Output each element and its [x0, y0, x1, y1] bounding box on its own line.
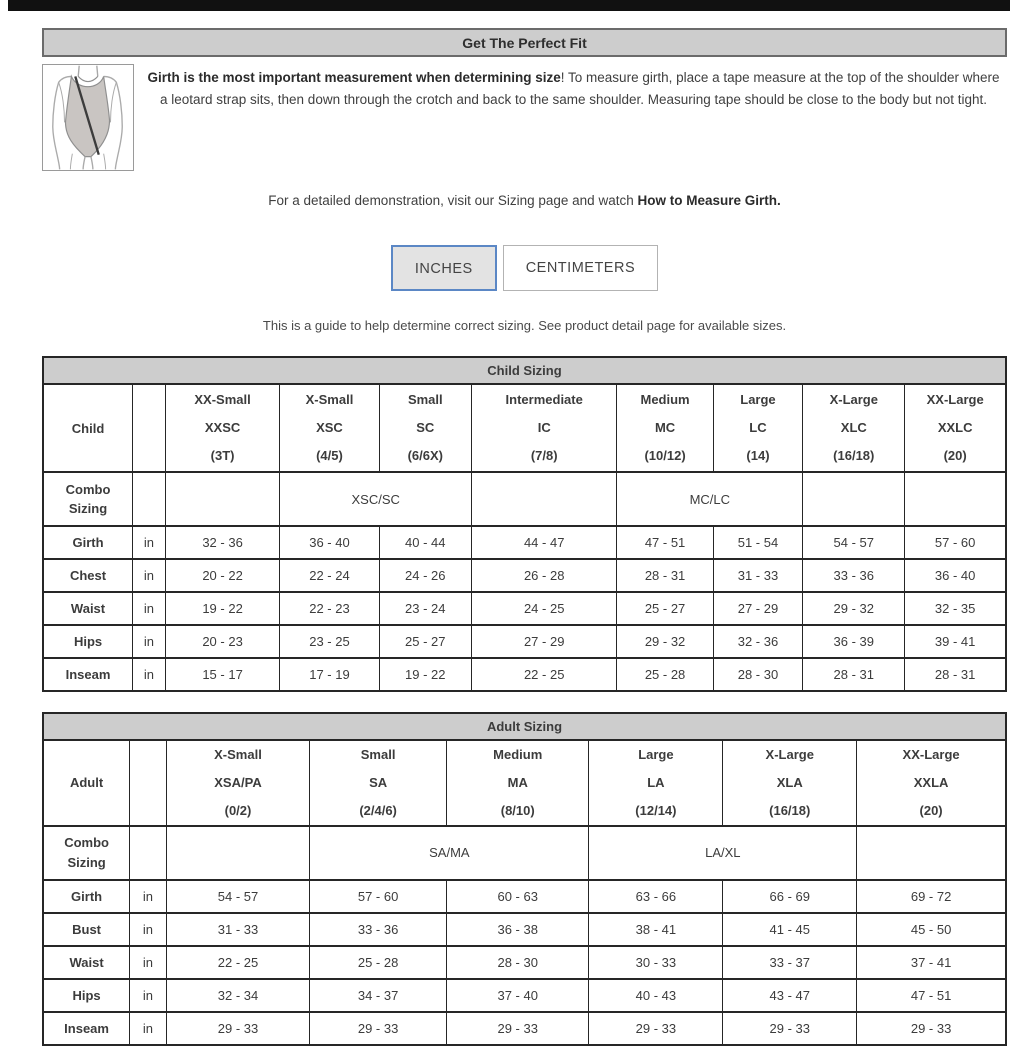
- measurement-value: 69 - 72: [857, 880, 1006, 913]
- measurement-value: 29 - 33: [446, 1012, 589, 1045]
- measurement-value: 36 - 40: [905, 559, 1006, 592]
- size-name: Small: [360, 747, 396, 762]
- measurement-value: 15 - 17: [165, 658, 280, 691]
- size-sizes: (3T): [210, 447, 235, 463]
- girth-instructions-paragraph: [134, 64, 1007, 112]
- demo-note-bold: How to Measure Girth.: [637, 193, 781, 208]
- size-column-header: [857, 740, 1006, 826]
- size-name: XX-Small: [194, 392, 251, 408]
- unit-cell: in: [130, 913, 167, 946]
- measurement-value: 24 - 26: [379, 559, 471, 592]
- girth-instructions-bold: Girth is the most important measurement when determining size: [147, 70, 561, 85]
- size-column-header: [905, 384, 1006, 472]
- combo-cell: [803, 472, 905, 526]
- measurement-value: 57 - 60: [905, 526, 1006, 559]
- measurement-value: 27 - 29: [713, 592, 803, 625]
- intro-section: [42, 64, 1007, 171]
- size-code: LA: [647, 774, 665, 790]
- combo-sizing-label: Combo Sizing: [43, 472, 133, 526]
- measurement-value: 39 - 41: [905, 625, 1006, 658]
- unit-cell: in: [133, 625, 166, 658]
- adult-sizing-table-container: [42, 712, 1007, 1046]
- combo-sizing-label: Combo Sizing: [43, 826, 130, 880]
- unit-cell: in: [133, 559, 166, 592]
- measurement-value: 29 - 33: [310, 1012, 447, 1045]
- measurement-value: 44 - 47: [472, 526, 617, 559]
- measurement-value: 45 - 50: [857, 913, 1006, 946]
- combo-cell: MC/LC: [617, 472, 803, 526]
- size-sizes: (16/18): [833, 447, 875, 463]
- measurement-value: 40 - 44: [379, 526, 471, 559]
- size-sizes: (14): [746, 447, 770, 463]
- measurement-value: 51 - 54: [713, 526, 803, 559]
- measurement-value: 30 - 33: [589, 946, 723, 979]
- size-name: XX-Large: [902, 747, 960, 762]
- size-name: Large: [638, 747, 674, 762]
- measurement-value: 29 - 33: [723, 1012, 857, 1045]
- measurement-value: 22 - 25: [472, 658, 617, 691]
- measurement-value: 28 - 31: [905, 658, 1006, 691]
- size-code: XSA/PA: [214, 774, 262, 790]
- measurement-value: 22 - 24: [280, 559, 379, 592]
- measurement-value: 47 - 51: [617, 526, 713, 559]
- size-sizes: (10/12): [644, 447, 686, 463]
- unit-cell: in: [130, 1012, 167, 1045]
- size-code: IC: [537, 420, 551, 436]
- measurement-label: Bust: [43, 913, 130, 946]
- table-title: Adult Sizing: [43, 713, 1006, 740]
- child-sizing-table: [42, 356, 1007, 692]
- leotard-figure-icon: [43, 65, 133, 170]
- measurement-value: 36 - 39: [803, 625, 905, 658]
- measurement-label: Hips: [43, 625, 133, 658]
- measurement-value: 31 - 33: [713, 559, 803, 592]
- measurement-value: 31 - 33: [166, 913, 309, 946]
- size-code: SC: [416, 420, 435, 436]
- combo-cell: [905, 472, 1006, 526]
- size-sizes: (2/4/6): [359, 802, 397, 818]
- measurement-value: 54 - 57: [166, 880, 309, 913]
- size-column-header: [617, 384, 713, 472]
- size-code: XXLC: [937, 420, 973, 436]
- size-code: XXLA: [913, 774, 949, 790]
- size-column-header: [379, 384, 471, 472]
- measurement-value: 20 - 23: [165, 625, 280, 658]
- child-sizing-table-container: [42, 356, 1007, 692]
- measurement-label: Chest: [43, 559, 133, 592]
- sizing-guide-note: This is a guide to help determine correct sizing. See product detail page for available sizes.: [262, 318, 787, 333]
- measurement-value: 29 - 32: [617, 625, 713, 658]
- measurement-value: 20 - 22: [165, 559, 280, 592]
- size-code: MC: [654, 420, 676, 436]
- page-top-border: [8, 0, 1010, 11]
- size-sizes: (0/2): [224, 802, 252, 818]
- measurement-value: 41 - 45: [723, 913, 857, 946]
- unit-cell: in: [133, 526, 166, 559]
- size-column-header: [713, 384, 803, 472]
- size-column-header: [165, 384, 280, 472]
- table-row-label: Adult: [43, 740, 130, 826]
- size-name: X-Small: [305, 392, 354, 408]
- inches-button[interactable]: INCHES: [391, 245, 497, 291]
- size-code: XLC: [840, 420, 867, 436]
- unit-column-header: [130, 740, 167, 826]
- measurement-value: 29 - 33: [166, 1012, 309, 1045]
- size-sizes: (20): [919, 802, 943, 818]
- measurement-label: Girth: [43, 880, 130, 913]
- unit-cell: in: [130, 979, 167, 1012]
- measurement-value: 27 - 29: [472, 625, 617, 658]
- measurement-value: 38 - 41: [589, 913, 723, 946]
- measurement-value: 28 - 30: [446, 946, 589, 979]
- size-column-header: [589, 740, 723, 826]
- combo-cell: [472, 472, 617, 526]
- measurement-value: 47 - 51: [857, 979, 1006, 1012]
- measurement-value: 28 - 30: [713, 658, 803, 691]
- measurement-value: 32 - 35: [905, 592, 1006, 625]
- measurement-value: 33 - 37: [723, 946, 857, 979]
- measurement-value: 37 - 40: [446, 979, 589, 1012]
- size-name: XX-Large: [926, 392, 984, 408]
- size-code: LC: [749, 420, 767, 436]
- size-sizes: (6/6X): [407, 447, 443, 463]
- size-name: Small: [407, 392, 443, 408]
- size-sizes: (12/14): [635, 802, 677, 818]
- combo-cell: XSC/SC: [280, 472, 472, 526]
- size-column-header: [472, 384, 617, 472]
- measurement-value: 29 - 33: [857, 1012, 1006, 1045]
- combo-cell: SA/MA: [310, 826, 589, 880]
- measurement-value: 25 - 28: [617, 658, 713, 691]
- size-name: Intermediate: [505, 392, 583, 408]
- measurement-value: 24 - 25: [472, 592, 617, 625]
- measurement-value: 63 - 66: [589, 880, 723, 913]
- measurement-label: Inseam: [43, 1012, 130, 1045]
- size-column-header: [166, 740, 309, 826]
- leotard-measurement-illustration: [42, 64, 134, 171]
- measurement-value: 33 - 36: [803, 559, 905, 592]
- measurement-value: 29 - 33: [589, 1012, 723, 1045]
- measurement-value: 32 - 36: [713, 625, 803, 658]
- unit-cell: in: [133, 658, 166, 691]
- combo-cell: [857, 826, 1006, 880]
- size-name: X-Large: [829, 392, 878, 408]
- size-name: Medium: [493, 747, 543, 762]
- size-sizes: (16/18): [769, 802, 811, 818]
- size-code: XSC: [316, 420, 343, 436]
- measurement-value: 29 - 32: [803, 592, 905, 625]
- size-code: MA: [507, 774, 528, 790]
- measurement-value: 25 - 27: [379, 625, 471, 658]
- measurement-label: Hips: [43, 979, 130, 1012]
- page-title-bar: [42, 28, 1007, 57]
- unit-cell: in: [130, 880, 167, 913]
- size-code: XXSC: [204, 420, 241, 436]
- combo-cell: [165, 472, 280, 526]
- measurement-value: 19 - 22: [165, 592, 280, 625]
- measurement-value: 23 - 24: [379, 592, 471, 625]
- size-sizes: (7/8): [530, 447, 558, 463]
- measurement-value: 17 - 19: [280, 658, 379, 691]
- measurement-label: Waist: [43, 592, 133, 625]
- demo-note-text: For a detailed demonstration, visit our Sizing page and watch: [268, 193, 638, 208]
- page-title: Get The Perfect Fit: [462, 34, 587, 51]
- size-column-header: [803, 384, 905, 472]
- measurement-value: 60 - 63: [446, 880, 589, 913]
- measurement-value: 43 - 47: [723, 979, 857, 1012]
- measurement-value: 26 - 28: [472, 559, 617, 592]
- unit-cell: in: [133, 592, 166, 625]
- unit-toggle-group: [42, 245, 1007, 291]
- size-column-header: [310, 740, 447, 826]
- measurement-value: 25 - 27: [617, 592, 713, 625]
- measurement-value: 23 - 25: [280, 625, 379, 658]
- measurement-value: 32 - 34: [166, 979, 309, 1012]
- measurement-value: 57 - 60: [310, 880, 447, 913]
- measurement-value: 36 - 38: [446, 913, 589, 946]
- measurement-label: Inseam: [43, 658, 133, 691]
- measurement-value: 40 - 43: [589, 979, 723, 1012]
- combo-cell: LA/XL: [589, 826, 857, 880]
- size-name: X-Large: [765, 747, 814, 762]
- unit-cell: in: [130, 946, 167, 979]
- size-name: Large: [740, 392, 776, 408]
- size-name: X-Small: [214, 747, 262, 762]
- measurement-value: 22 - 23: [280, 592, 379, 625]
- size-code: SA: [369, 774, 388, 790]
- unit-column-header: [133, 384, 166, 472]
- measurement-value: 28 - 31: [617, 559, 713, 592]
- demo-note: [42, 193, 1007, 208]
- size-column-header: [446, 740, 589, 826]
- centimeters-button[interactable]: CENTIMETERS: [503, 245, 658, 291]
- measurement-value: 36 - 40: [280, 526, 379, 559]
- table-title: Child Sizing: [43, 357, 1006, 384]
- measurement-value: 34 - 37: [310, 979, 447, 1012]
- combo-cell: [166, 826, 309, 880]
- size-name: Medium: [640, 392, 690, 408]
- measurement-value: 22 - 25: [166, 946, 309, 979]
- adult-sizing-table: [42, 712, 1007, 1046]
- size-column-header: [280, 384, 379, 472]
- measurement-label: Girth: [43, 526, 133, 559]
- size-code: XLA: [776, 774, 803, 790]
- measurement-value: 54 - 57: [803, 526, 905, 559]
- measurement-value: 33 - 36: [310, 913, 447, 946]
- size-sizes: (4/5): [316, 447, 343, 463]
- measurement-value: 32 - 36: [165, 526, 280, 559]
- combo-unit-cell: [130, 826, 167, 880]
- measurement-value: 25 - 28: [310, 946, 447, 979]
- measurement-value: 28 - 31: [803, 658, 905, 691]
- size-sizes: (8/10): [500, 802, 535, 818]
- size-sizes: (20): [943, 447, 967, 463]
- measurement-value: 19 - 22: [379, 658, 471, 691]
- measurement-label: Waist: [43, 946, 130, 979]
- measurement-value: 66 - 69: [723, 880, 857, 913]
- size-column-header: [723, 740, 857, 826]
- girth-instructions-rest: ! To measure girth, place a tape measure at the top of the shoulder where a leotard strap sits, then down through the crotch and back to the same shoulder. Measuring tape should be close to the body but not tight.: [159, 70, 1000, 108]
- table-row-label: Child: [43, 384, 133, 472]
- combo-unit-cell: [133, 472, 166, 526]
- measurement-value: 37 - 41: [857, 946, 1006, 979]
- size-guide-page: [42, 28, 1007, 1046]
